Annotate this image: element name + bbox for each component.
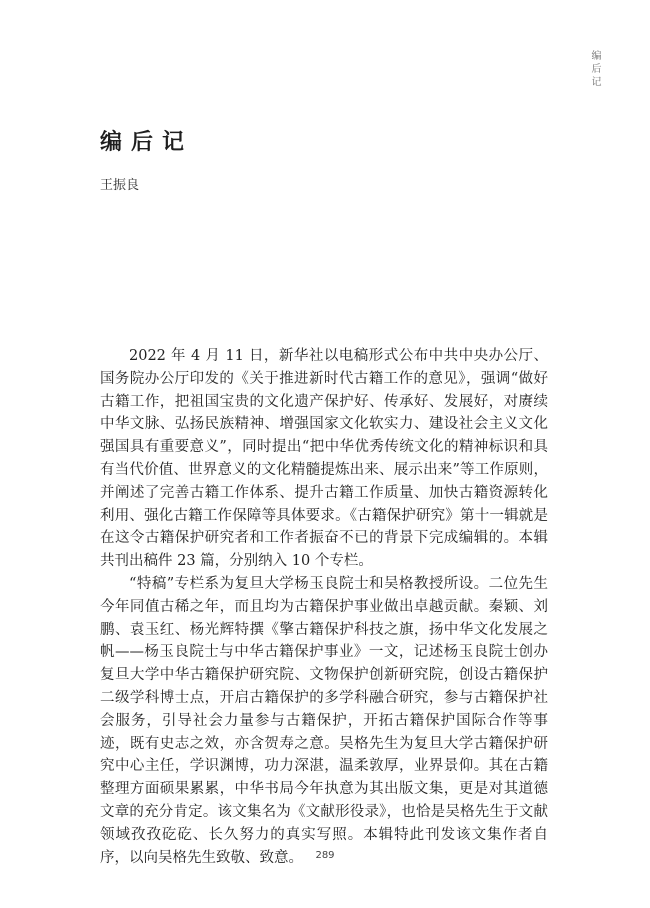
page-title: 编后记 bbox=[100, 130, 194, 155]
paragraph-2: “特稿”专栏系为复旦大学杨玉良院士和吴格教授所设。二位先生今年同值古稀之年，而且均为古籍保护事业做出卓越贡献。秦颖、刘鹏、袁玉红、杨光辉特撰《擎古籍保护科技之旗，扬中华文化发展之帆——杨玉良院士与中华古籍保护事业》一文，记述杨玉良院士创办复旦大学中华古籍保护研究院、文物保护创新研究院，创设古籍保护二级学科博士点，开启古籍保护的多学科融合研究，参与古籍保护社会服务，引导社会力量参与古籍保护，开拓古籍保护国际合作等事迹，既有史志之效，亦含贺寿之意。吴格先生为复旦大学古籍保护研究中心主任，学识渊博，功力深湛，温柔敦厚，业界景仰。其在古籍整理方面硕果累累，中华书局今年执意为其出版文集，更是对其道德文章的充分肯定。该文集名为《文献形役录》，也恰是吴格先生于文献领域孜孜矻矻、长久努力的真实写照。本辑特此刊发该文集作者自序，以向吴格先生致敬、致意。 bbox=[100, 575, 548, 866]
author-name: 王振良 bbox=[100, 178, 140, 193]
page-number: 289 bbox=[315, 850, 335, 861]
paragraph-1: 2022 年 4 月 11 日，新华社以电稿形式公布中共中央办公厅、国务院办公厅印发的《关于推进新时代古籍工作的意见》，强调“做好古籍工作，把祖国宝贵的文化遗产保护好、传承好、发展好，对赓续中华文脉、弘扬民族精神、增强国家文化软实力、建设社会主义文化强国具有重要意义”，同时提出“把中华优秀传统文化的精神标识和具有当代价值、世界意义的文化精髓提炼出来、展示出来”等工作原则，并阐述了完善古籍工作体系、提升古籍工作质量、加快古籍资源转化利用、强化古籍工作保障等具体要求。《古籍保护研究》第十一辑就是在这令古籍保护研究者和工作者振奋不已的背景下完成编辑的。本辑共刊出稿件 23 篇，分别纳入 10 个专栏。 bbox=[100, 348, 548, 570]
running-head: 编后记 bbox=[589, 50, 600, 89]
article-body bbox=[100, 345, 548, 869]
